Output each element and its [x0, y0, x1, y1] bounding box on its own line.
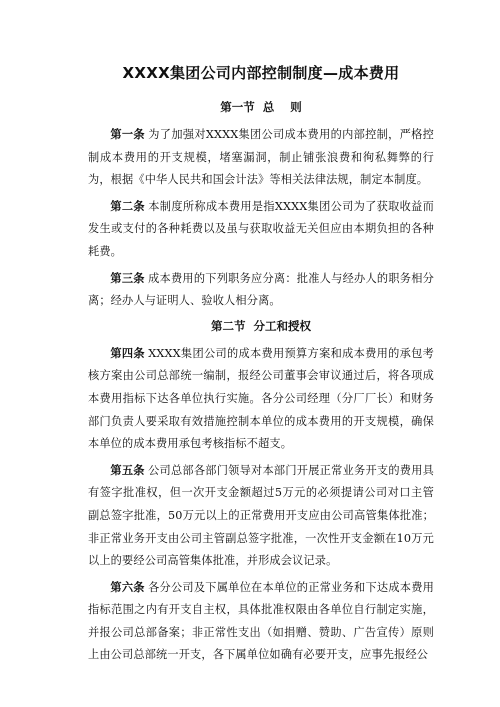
article-text: 为了加强对XXXX集团公司成本费用的内部控制，严格控制成本费用的开支规模，堵塞漏洞，制止铺张浪费和徇私舞弊的行为，根据《中华人民共和国会计法》等相关法律法规，制定本制度。 — [88, 128, 435, 187]
document-title: XXXX集团公司内部控制制度—成本费用 — [122, 64, 400, 82]
article-text: 成本费用的下列职务应分离：批准人与经办人的职务相分离；经办人与证明人、验收人相分离。 — [88, 271, 434, 308]
article-text: 各分公司及下属单位在本单位的正常业务和下达成本费用指标范围之内有开支自主权，具体批准权限由各单位自行制定实施，并报公司总部备案；非正常性支出（如捐赠、赞助、广告宣传）原则上由公司总部统一开支，各下属单位如确有必要开支，应事先报经公 — [88, 580, 434, 662]
article-number: 第六条 — [110, 580, 145, 594]
article-text: 公司总部各部门领导对本部门开展正常业务开支的费用具有签字批准权，但一次开支金额超过5万元的必须提请公司对口主管副总签字批准，50万元以上的正常费用开支应由公司高管集体批准；非正常业务开支由公司主管副总签字批准，一次性开支金额在10万元以上的要经公司高管集体批准，并形成会议记录。 — [88, 463, 434, 568]
section-heading-general: 第一节 总 则 — [220, 100, 302, 114]
article-number: 第一条 — [110, 128, 145, 141]
article-number: 第五条 — [110, 463, 145, 477]
article-paragraph — [88, 124, 434, 192]
article-number: 第二条 — [110, 199, 145, 213]
article-number: 第三条 — [110, 271, 145, 285]
article-paragraph — [88, 268, 434, 313]
article-text: XXXX集团公司的成本费用预算方案和成本费用的承包考核方案由公司总部统一编制，报经公司董事会审议通过后，将各项成本费用指标下达各单位执行实施。各分公司经理（分厂厂长）和财务部门负责人要采取有效措施控制本单位的成本费用的开支规模，确保本单位的成本费用承包考核指标不超支。 — [88, 346, 435, 451]
article-paragraph — [88, 196, 434, 264]
article-paragraph — [88, 577, 434, 667]
article-paragraph — [88, 343, 434, 456]
article-paragraph — [88, 460, 434, 573]
article-number: 第四条 — [110, 346, 145, 360]
article-text: 本制度所称成本费用是指XXXX集团公司为了获取收益而发生或支付的各种耗费以及虽与获取收益无关但应由本期负担的各种耗费。 — [88, 199, 435, 258]
section-heading-division: 第二节 分工和授权 — [210, 318, 311, 333]
